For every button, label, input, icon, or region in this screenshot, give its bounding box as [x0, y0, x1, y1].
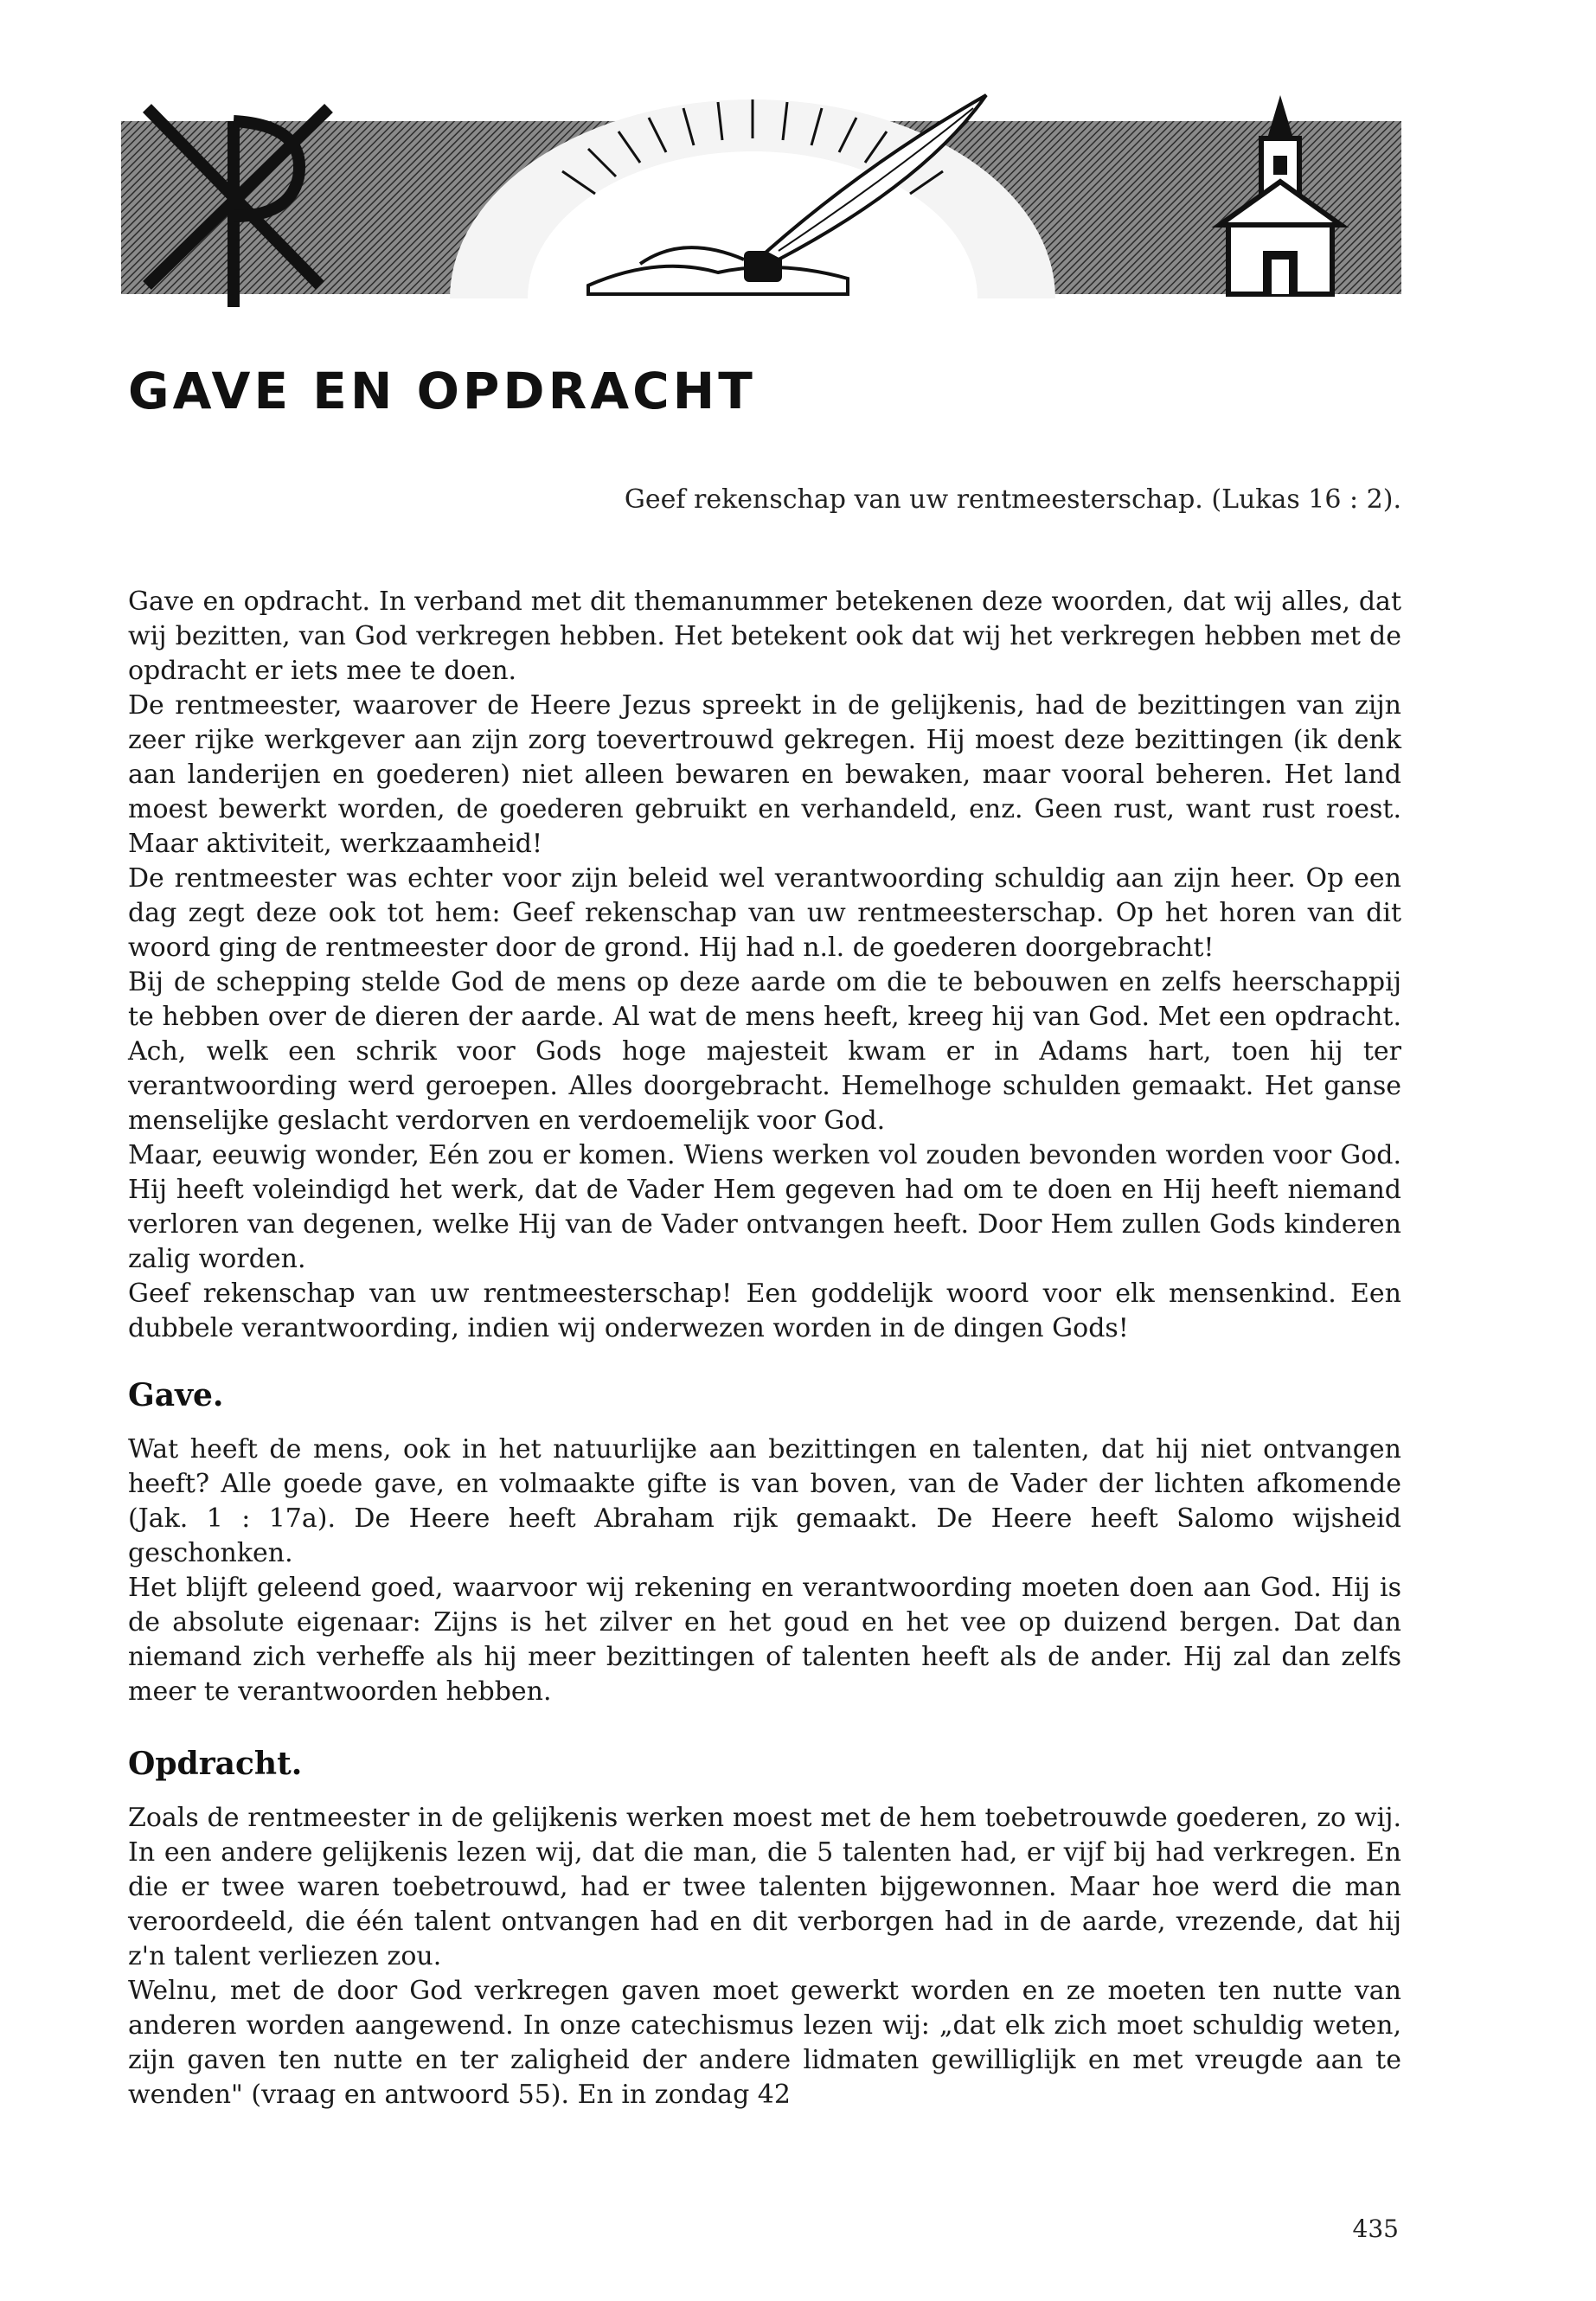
- body-paragraph: De rentmeester, waarover de Heere Jezus spreekt in de gelijkenis, had de bezittingen van zijn zeer rijke werkgever aan zijn zorg toevertrouwd gekregen. Hij moest deze bezittingen (ik denk aan landerijen en goederen) niet alleen bewaren en bewaken, maar vooral beheren. Het land moest bewerkt worden, de goederen gebruikt en verhandeld, enz. Geen rust, want rust roest. Maar aktiviteit, werkzaamheid!: [128, 690, 1401, 859]
- article-body: [128, 585, 1401, 2112]
- body-paragraph: Gave en opdracht. In verband met dit themanummer betekenen deze woorden, dat wij alles, dat wij bezitten, van God verkregen hebben. Het betekent ook dat wij het verkregen hebben met de opdracht er iets mee te doen.: [128, 586, 1401, 686]
- article-title: GAVE EN OPDRACHT: [128, 362, 756, 420]
- body-paragraph: Welnu, met de door God verkregen gaven moet gewerkt worden en ze moeten ten nutte van anderen worden aangewend. In onze catechismus lezen wij: „dat elk zich moet schuldig weten, zijn gaven ten nutte en ter zaligheid der andere lidmaten gewilliglijk en met vreugde aan te wenden" (vraag en antwoord 55). En in zondag 42: [128, 1976, 1401, 2110]
- section-heading-opdracht: Opdracht.: [128, 1746, 303, 1782]
- epigraph-quote: Geef rekenschap van uw rentmeesterschap. (Lukas 16 : 2).: [624, 484, 1401, 515]
- body-paragraph: Het blijft geleend goed, waarvoor wij rekening en verantwoording moeten doen aan God. Hij is de absolute eigenaar: Zijns is het zilver en het goud en het vee op duizend bergen. Dat dan niemand zich verheffe als hij meer bezittingen of talenten heeft als de ander. Hij zal dan zelfs meer te verantwoorden hebben.: [128, 1573, 1401, 1707]
- section-heading-gave: Gave.: [128, 1377, 224, 1413]
- body-paragraph: De rentmeester was echter voor zijn beleid wel verantwoording schuldig aan zijn heer. Op een dag zegt deze ook tot hem: Geef rekenschap van uw rentmeesterschap. Op het horen van dit woord ging de rentmeester door de grond. Hij had n.l. de goederen doorgebracht!: [128, 863, 1401, 963]
- header-banner-illustration: [121, 87, 1401, 311]
- body-paragraph: Wat heeft de mens, ook in het natuurlijke aan bezittingen en talenten, dat hij niet ontvangen heeft? Alle goede gave, en volmaakte gifte is van boven, van de Vader der lichten afkomende (Jak. 1 : 17a). De Heere heeft Abraham rijk gemaakt. De Heere heeft Salomo wijsheid geschonken.: [128, 1434, 1401, 1568]
- body-paragraph: Geef rekenschap van uw rentmeesterschap! Een goddelijk woord voor elk mensenkind. Een dubbele verantwoording, indien wij onderwezen worden in de dingen Gods!: [128, 1279, 1401, 1343]
- body-paragraph: Bij de schepping stelde God de mens op deze aarde om die te bebouwen en zelfs heerschappij te hebben over de dieren der aarde. Al wat de mens heeft, kreeg hij van God. Met een opdracht. Ach, welk een schrik voor Gods hoge majesteit kwam er in Adams hart, toen hij ter verantwoording werd geroepen. Alles doorgebracht. Hemelhoge schulden gemaakt. Het ganse menselijke geslacht verdorven en verdoemelijk voor God.: [128, 967, 1401, 1136]
- body-paragraph: Maar, eeuwig wonder, Eén zou er komen. Wiens werken vol zouden bevonden worden voor God. Hij heeft voleindigd het werk, dat de Vader Hem gegeven had om te doen en Hij heeft niemand verloren van degenen, welke Hij van de Vader ontvangen heeft. Door Hem zullen Gods kinderen zalig worden.: [128, 1140, 1401, 1274]
- page-number: 435: [1352, 2214, 1399, 2243]
- body-paragraph: Zoals de rentmeester in de gelijkenis werken moest met de hem toebetrouwde goederen, zo wij. In een andere gelijkenis lezen wij, dat die man, die 5 talenten had, er vijf bij had verkregen. En die er twee waren toebetrouwd, had er twee talenten bijgewonnen. Maar hoe werd die man veroordeeld, die één talent ontvangen had en dit verborgen had in de aarde, vrezende, dat hij z'n talent verliezen zou.: [128, 1803, 1401, 1971]
